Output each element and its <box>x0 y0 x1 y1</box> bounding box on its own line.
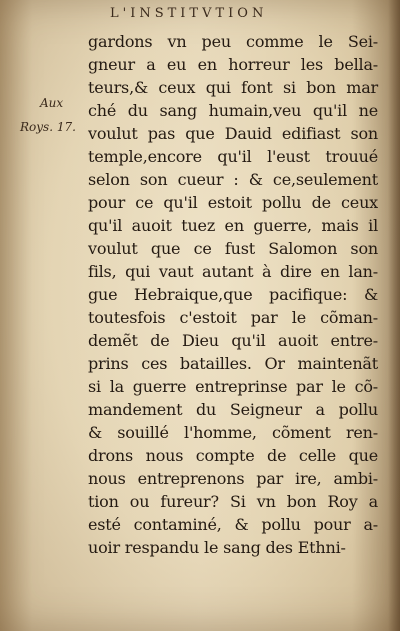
text-line: gneur a eu en horreur les bella- <box>88 55 378 74</box>
margin-note: Roys. 17. <box>20 120 76 134</box>
text-line: mandement du Seigneur a pollu <box>88 400 378 419</box>
text-line: fils, qui vaut autant à dire en lan- <box>88 262 378 281</box>
text-line: voulut que ce fust Salomon son <box>88 239 378 258</box>
text-line: demẽt de Dieu qu'il auoit entre- <box>88 331 378 350</box>
body-text <box>88 30 378 559</box>
text-line: voulut pas que Dauid edifiast son <box>88 124 378 143</box>
text-line: esté contaminé, & pollu pour a- <box>88 515 378 534</box>
text-line: qu'il auoit tuez en guerre, mais il <box>88 216 378 235</box>
text-line: uoir respandu le sang des Ethni- <box>88 538 346 557</box>
text-line: nous entreprenons par ire, ambi- <box>88 469 378 488</box>
page-gutter-shadow <box>388 0 400 631</box>
text-line: gue Hebraique,que pacifique: & <box>88 285 378 304</box>
text-line: pour ce qu'il estoit pollu de ceux <box>88 193 378 212</box>
text-line: teurs,& ceux qui font si bon mar <box>88 78 378 97</box>
text-line: ché du sang humain,veu qu'il ne <box>88 101 378 120</box>
margin-note: Aux <box>40 96 64 110</box>
text-line: si la guerre entreprinse par le cõ- <box>88 377 378 396</box>
running-head: L'INSTITVTION <box>110 6 268 21</box>
text-line: temple,encore qu'il l'eust trouué <box>88 147 378 166</box>
text-line: & souillé l'homme, cõment ren- <box>88 423 378 442</box>
text-line: selon son cueur : & ce,seulement <box>88 170 378 189</box>
text-line: prins ces batailles. Or maintenãt <box>88 354 378 373</box>
text-line: toutesfois c'estoit par le cõman- <box>88 308 378 327</box>
text-line: tion ou fureur? Si vn bon Roy a <box>88 492 378 511</box>
text-line: gardons vn peu comme le Sei- <box>88 32 378 51</box>
text-line: drons nous compte de celle que <box>88 446 378 465</box>
